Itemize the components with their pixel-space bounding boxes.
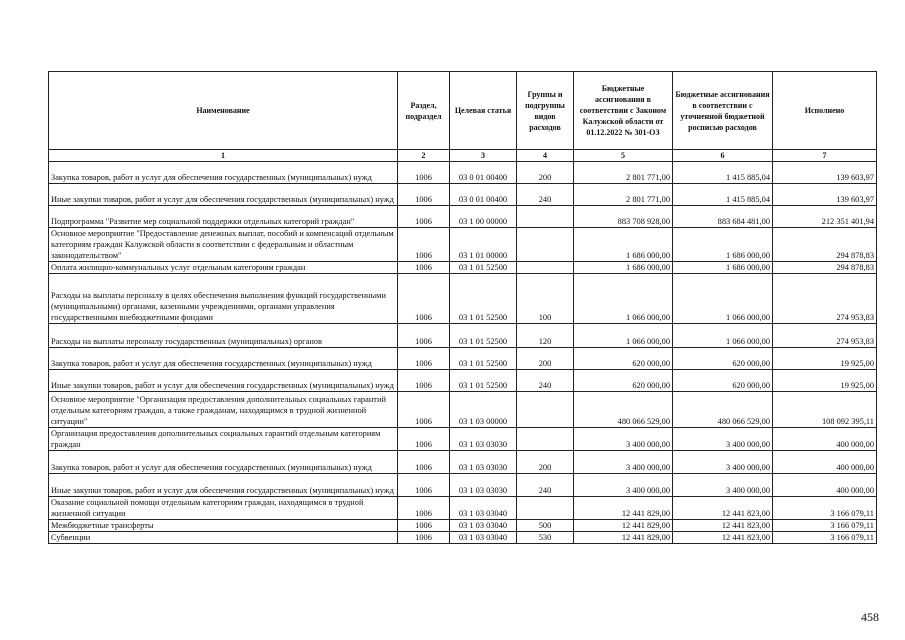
row-law-amount: 1 686 000,00	[574, 228, 673, 262]
row-group	[517, 262, 574, 274]
row-section: 1006	[398, 262, 450, 274]
table-body	[49, 162, 877, 544]
row-law-amount: 12 441 829,00	[574, 520, 673, 532]
table-row	[49, 392, 877, 428]
row-article: 03 1 01 52500	[450, 324, 517, 348]
row-section: 1006	[398, 497, 450, 520]
row-refined-amount: 620 000,00	[673, 348, 773, 370]
table-row	[49, 520, 877, 532]
row-group: 240	[517, 474, 574, 497]
row-article: 03 1 01 52500	[450, 274, 517, 324]
row-name: Субвенции	[49, 532, 398, 544]
row-group	[517, 228, 574, 262]
row-group: 120	[517, 324, 574, 348]
row-section: 1006	[398, 348, 450, 370]
row-name: Организация предоставления дополнительных социальных гарантий отдельным категориям граждан	[49, 428, 398, 451]
table-row	[49, 184, 877, 206]
row-group	[517, 392, 574, 428]
row-section: 1006	[398, 162, 450, 184]
table-row	[49, 532, 877, 544]
row-group: 100	[517, 274, 574, 324]
row-executed-amount: 3 166 079,11	[773, 520, 877, 532]
row-article: 03 0 01 00400	[450, 162, 517, 184]
row-name: Подпрограмма "Развитие мер социальной поддержки отдельных категорий граждан"	[49, 206, 398, 228]
row-article: 03 1 03 03040	[450, 497, 517, 520]
row-group: 200	[517, 451, 574, 474]
row-section: 1006	[398, 532, 450, 544]
budget-execution-table	[48, 71, 877, 544]
row-section: 1006	[398, 324, 450, 348]
row-refined-amount: 1 066 000,00	[673, 274, 773, 324]
column-number: 6	[673, 150, 773, 162]
table-row	[49, 451, 877, 474]
row-article: 03 1 03 03030	[450, 474, 517, 497]
row-article: 03 1 03 03030	[450, 428, 517, 451]
header-expense-groups: Группы и подгруппы видов расходов	[517, 72, 574, 150]
row-executed-amount: 294 878,83	[773, 262, 877, 274]
table-row	[49, 497, 877, 520]
row-executed-amount: 212 351 401,94	[773, 206, 877, 228]
column-number: 3	[450, 150, 517, 162]
row-name: Закупка товаров, работ и услуг для обеспечения государственных (муниципальных) нужд	[49, 162, 398, 184]
row-name: Закупка товаров, работ и услуг для обеспечения государственных (муниципальных) нужд	[49, 451, 398, 474]
page-number: 458	[861, 610, 879, 624]
row-section: 1006	[398, 474, 450, 497]
row-section: 1006	[398, 228, 450, 262]
row-refined-amount: 1 066 000,00	[673, 324, 773, 348]
row-article: 03 1 03 00000	[450, 392, 517, 428]
row-section: 1006	[398, 451, 450, 474]
row-executed-amount: 19 925,00	[773, 370, 877, 392]
row-law-amount: 883 708 928,00	[574, 206, 673, 228]
row-law-amount: 620 000,00	[574, 348, 673, 370]
table-row	[49, 348, 877, 370]
row-refined-amount: 12 441 823,00	[673, 520, 773, 532]
row-name: Оказание социальной помощи отдельным категориям граждан, находящимся в трудной жизненной ситуации	[49, 497, 398, 520]
column-number-row	[49, 150, 877, 162]
row-name: Основное мероприятие "Организация предоставления дополнительных социальных гарантий отдельным категориям граждан, а также гражданам, находящимся в трудной жизненной ситуации"	[49, 392, 398, 428]
header-row	[49, 72, 877, 150]
row-refined-amount: 3 400 000,00	[673, 474, 773, 497]
row-section: 1006	[398, 392, 450, 428]
row-article: 03 1 03 03040	[450, 532, 517, 544]
row-group: 200	[517, 162, 574, 184]
table-row	[49, 262, 877, 274]
row-law-amount: 1 066 000,00	[574, 274, 673, 324]
table-row	[49, 428, 877, 451]
row-executed-amount: 400 000,00	[773, 428, 877, 451]
row-name: Иные закупки товаров, работ и услуг для обеспечения государственных (муниципальных) нужд	[49, 474, 398, 497]
row-refined-amount: 1 686 000,00	[673, 228, 773, 262]
table-row	[49, 324, 877, 348]
row-law-amount: 12 441 829,00	[574, 497, 673, 520]
table-row	[49, 228, 877, 262]
row-refined-amount: 480 066 529,00	[673, 392, 773, 428]
column-number: 5	[574, 150, 673, 162]
row-name: Иные закупки товаров, работ и услуг для обеспечения государственных (муниципальных) нужд	[49, 184, 398, 206]
row-executed-amount: 139 603,97	[773, 162, 877, 184]
column-number: 1	[49, 150, 398, 162]
table-row	[49, 206, 877, 228]
row-name: Расходы на выплаты персоналу в целях обеспечения выполнения функций государственными (муниципальными) органами, казенными учреждениями, органами управления государственными внебюджетными фондами	[49, 274, 398, 324]
row-refined-amount: 1 415 885,04	[673, 162, 773, 184]
row-name: Закупка товаров, работ и услуг для обеспечения государственных (муниципальных) нужд	[49, 348, 398, 370]
row-section: 1006	[398, 520, 450, 532]
row-section: 1006	[398, 274, 450, 324]
row-article: 03 1 03 03030	[450, 451, 517, 474]
row-article: 03 1 03 03040	[450, 520, 517, 532]
column-number: 2	[398, 150, 450, 162]
row-executed-amount: 400 000,00	[773, 451, 877, 474]
row-refined-amount: 620 000,00	[673, 370, 773, 392]
table-row	[49, 274, 877, 324]
row-group	[517, 497, 574, 520]
row-law-amount: 620 000,00	[574, 370, 673, 392]
header-law-allocations: Бюджетные ассигнования в соответствии с Законом Калужской области от 01.12.2022 № 301-ОЗ	[574, 72, 673, 150]
row-group: 530	[517, 532, 574, 544]
row-group: 200	[517, 348, 574, 370]
row-section: 1006	[398, 206, 450, 228]
row-refined-amount: 12 441 823,00	[673, 532, 773, 544]
row-article: 03 1 00 00000	[450, 206, 517, 228]
row-article: 03 1 01 52500	[450, 370, 517, 392]
row-law-amount: 1 066 000,00	[574, 324, 673, 348]
row-section: 1006	[398, 184, 450, 206]
row-law-amount: 3 400 000,00	[574, 451, 673, 474]
row-executed-amount: 294 878,83	[773, 228, 877, 262]
row-executed-amount: 274 953,83	[773, 324, 877, 348]
row-article: 03 1 01 52500	[450, 348, 517, 370]
table-row	[49, 162, 877, 184]
row-group	[517, 428, 574, 451]
row-article: 03 1 01 52500	[450, 262, 517, 274]
row-law-amount: 3 400 000,00	[574, 474, 673, 497]
row-section: 1006	[398, 370, 450, 392]
header-executed: Исполнено	[773, 72, 877, 150]
row-executed-amount: 274 953,83	[773, 274, 877, 324]
row-refined-amount: 3 400 000,00	[673, 451, 773, 474]
row-executed-amount: 3 166 079,11	[773, 532, 877, 544]
row-refined-amount: 12 441 823,00	[673, 497, 773, 520]
row-law-amount: 2 801 771,00	[574, 184, 673, 206]
table-row	[49, 474, 877, 497]
column-number: 4	[517, 150, 574, 162]
row-name: Расходы на выплаты персоналу государственных (муниципальных) органов	[49, 324, 398, 348]
row-group: 500	[517, 520, 574, 532]
row-section: 1006	[398, 428, 450, 451]
row-name: Межбюджетные трансферты	[49, 520, 398, 532]
row-article: 03 0 01 00400	[450, 184, 517, 206]
header-target-article: Целевая статья	[450, 72, 517, 150]
row-refined-amount: 3 400 000,00	[673, 428, 773, 451]
row-law-amount: 12 441 829,00	[574, 532, 673, 544]
row-executed-amount: 3 166 079,11	[773, 497, 877, 520]
header-section: Раздел, подраздел	[398, 72, 450, 150]
row-law-amount: 1 686 000,00	[574, 262, 673, 274]
row-law-amount: 3 400 000,00	[574, 428, 673, 451]
row-executed-amount: 19 925,00	[773, 348, 877, 370]
row-refined-amount: 1 686 000,00	[673, 262, 773, 274]
row-group	[517, 206, 574, 228]
row-refined-amount: 883 684 481,00	[673, 206, 773, 228]
header-name: Наименование	[49, 72, 398, 150]
row-name: Основное мероприятие "Предоставление денежных выплат, пособий и компенсаций отдельным категориям граждан Калужской области в соответствии с федеральным и областным законодательством"	[49, 228, 398, 262]
row-group: 240	[517, 370, 574, 392]
row-law-amount: 2 801 771,00	[574, 162, 673, 184]
row-executed-amount: 139 603,97	[773, 184, 877, 206]
row-executed-amount: 400 000,00	[773, 474, 877, 497]
row-group: 240	[517, 184, 574, 206]
column-number: 7	[773, 150, 877, 162]
table-row	[49, 370, 877, 392]
row-name: Оплата жилищно-коммунальных услуг отдельным категориям граждан	[49, 262, 398, 274]
row-refined-amount: 1 415 885,04	[673, 184, 773, 206]
row-executed-amount: 108 092 395,11	[773, 392, 877, 428]
header-refined-allocations: Бюджетные ассигнования в соответствии с уточненной бюджетной росписью расходов	[673, 72, 773, 150]
row-name: Иные закупки товаров, работ и услуг для обеспечения государственных (муниципальных) нужд	[49, 370, 398, 392]
row-article: 03 1 01 00000	[450, 228, 517, 262]
row-law-amount: 480 066 529,00	[574, 392, 673, 428]
